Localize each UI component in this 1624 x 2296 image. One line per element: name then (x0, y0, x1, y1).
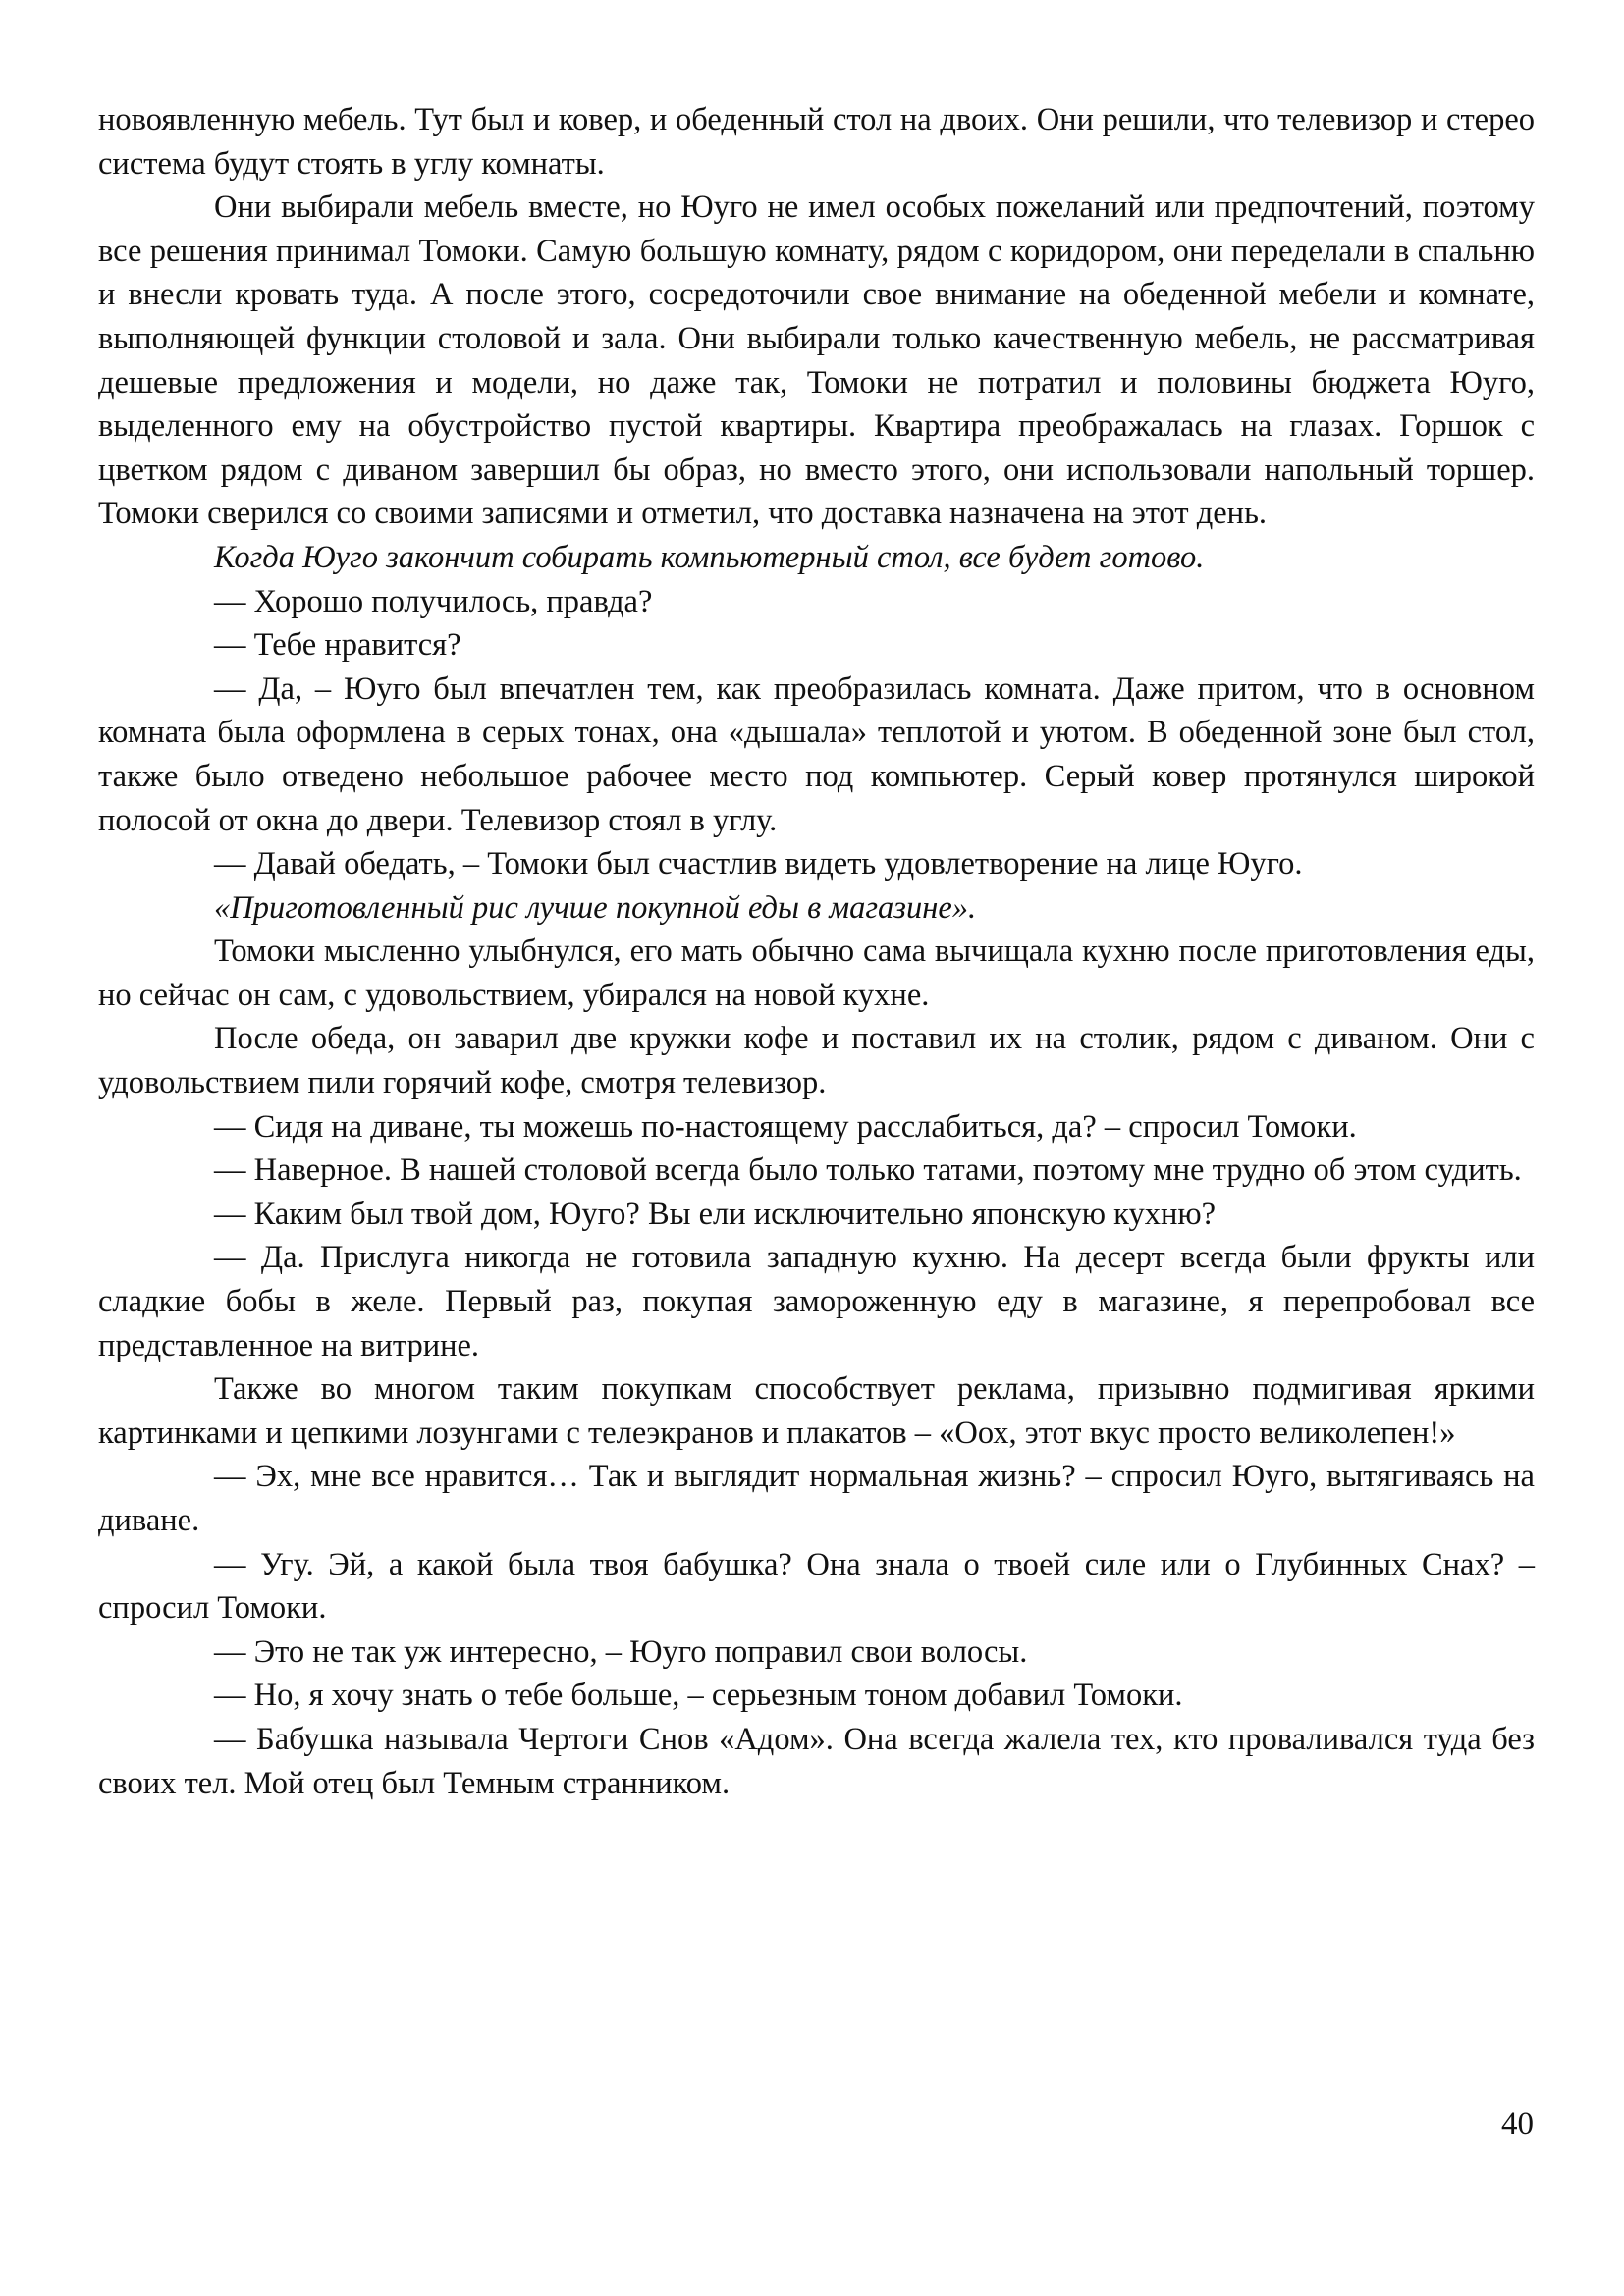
dialogue-line: — Сидя на диване, ты можешь по-настоящему расслабиться, да? – спросил Томоки. (214, 1108, 1357, 1145)
dialogue-line: — Давай обедать, – Томоки был счастлив видеть удовлетворение на лице Юуго. (214, 846, 1303, 882)
paragraph-thought-italic: «Приготовленный рис лучше покупной еды в магазине». (214, 889, 977, 926)
dialogue-line: — Угу. Эй, а какой была твоя бабушка? Она знала о твоей силе или о Глубинных Снах? – спросил Томоки. (98, 1546, 1535, 1627)
dialogue-line: — Да, – Юуго был впечатлен тем, как преобразилась комната. Даже притом, что в основном комната была оформлена в серых тонах, она «дышала» теплотой и уютом. В обеденной зоне был стол, также было отведено небольшое рабочее место под компьютер. Серый ковер протянулся широкой полосой от окна до двери. Телевизор стоял в углу. (98, 670, 1535, 838)
document-page-body (98, 98, 1535, 1805)
dialogue-line: — Это не так уж интересно, – Юуго поправил свои волосы. (214, 1633, 1028, 1670)
dialogue-line: — Тебе нравится? (214, 627, 461, 664)
dialogue-line: — Хорошо получилось, правда? (214, 583, 653, 619)
dialogue-line: — Бабушка называла Чертоги Снов «Адом». Она всегда жалела тех, кто проваливался туда без своих тел. Мой отец был Темным странником. (98, 1721, 1535, 1801)
dialogue-line: — Наверное. В нашей столовой всегда было только татами, поэтому мне трудно об этом судить. (214, 1152, 1522, 1189)
paragraph: Томоки мысленно улыбнулся, его мать обычно сама вычищала кухню после приготовления еды, но сейчас он сам, с удовольствием, убирался на новой кухне. (98, 934, 1535, 1013)
dialogue-line: — Эх, мне все нравится… Так и выглядит нормальная жизнь? – спросил Юуго, вытягиваясь на диване. (98, 1459, 1535, 1538)
dialogue-line: — Каким был твой дом, Юуго? Вы ели исключительно японскую кухню? (214, 1196, 1217, 1232)
dialogue-line: — Но, я хочу знать о тебе больше, – серьезным тоном добавил Томоки. (214, 1678, 1183, 1714)
paragraph: Они выбирали мебель вместе, но Юуго не имел особых пожеланий или предпочтений, поэтому все решения принимал Томоки. Самую большую комнату, рядом с коридором, они переделали в спальню и внесли кровать туда. А после этого, сосредоточили свое внимание на обеденной мебели и комнате, выполняющей функции столовой и зала. Они выбирали только качественную мебель, не рассматривая дешевые предложения и модели, но даже так, Томоки не потратил и половины бюджета Юуго, выделенного ему на обустройство пустой квартиры. Квартира преображалась на глазах. Горшок с цветком рядом с диваном завершил бы образ, но вместо этого, они использовали напольный торшер. Томоки сверился со своими записями и отметил, что доставка назначена на этот день. (98, 189, 1535, 532)
paragraph: Также во многом таким покупкам способствует реклама, призывно подмигивая яркими картинками и цепкими лозунгами с телеэкранов и плакатов – «Оох, этот вкус просто великолепен!» (98, 1371, 1535, 1451)
paragraph: После обеда, он заварил две кружки кофе и поставил их на столик, рядом с диваном. Они с удовольствием пили горячий кофе, смотря телевизор. (98, 1021, 1535, 1101)
page-number: 40 (1501, 2107, 1534, 2142)
paragraph-thought-italic: Когда Юуго закончит собирать компьютерный стол, все будет готово. (214, 539, 1205, 575)
dialogue-line: — Да. Прислуга никогда не готовила западную кухню. На десерт всегда были фрукты или сладкие бобы в желе. Первый раз, покупая замороженную еду в магазине, я перепробовал все представленное на витрине. (98, 1240, 1535, 1363)
paragraph-continuation: новоявленную мебель. Тут был и ковер, и обеденный стол на двоих. Они решили, что телевизор и стерео система будут стоять в углу комнаты. (98, 102, 1535, 182)
